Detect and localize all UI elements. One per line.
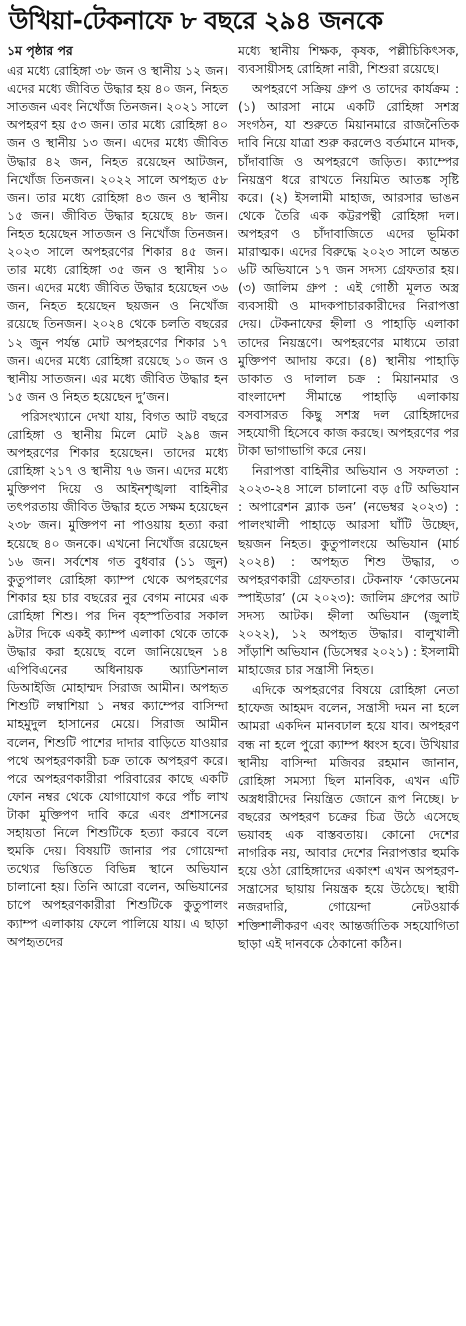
body-paragraph: অপহরণে সক্রিয় গ্রুপ ও তাদের কার্যক্রম : (১) আরসা নামে একটি রোহিঙ্গা সশস্ত্র সংগঠন, যা শুরুতে মিয়ানমারে রাজনৈতিক দাবি নিয়ে যাত্রা শুরু করলেও বর্তমানে মাদক, চাঁদাবাজি ও অপহরণে জড়িত। ক্যাম্পের নিয়ন্ত্রণ ধরে রাখতে নিয়মিত আতঙ্ক সৃষ্টি করে। (২) ইসলামী মাহাজ, আরসার ভাঙন থেকে তৈরি এক কট্টরপন্থী রোহিঙ্গা দল। অপহরণ ও চাঁদাবাজিতে এদের ভূমিকা মারাত্মক। এদের বিরুদ্ধে ২০২৩ সালে অন্তত ৬টি অভিযানে ১৭ জন সদস্য গ্রেফতার হয়। (৩) জালিম গ্রুপ : এই গোষ্ঠী মূলত অস্ত্র ব্যবসায়ী ও মাদকপাচারকারীদের নিরাপত্তা দেয়। টেকনাফের হ্নীলা ও পাহাড়ি এলাকা তাদের নিয়ন্ত্রণে। অপহরণের মাধ্যমে তারা মুক্তিপণ আদায় করে। (৪) স্থানীয় পাহাড়ি ডাকাত ও দালাল চক্র : মিয়ানমার ও বাংলাদেশ সীমান্তে পাহাড়ি এলাকায় বসবাসরত কিছু সশস্ত্র দল রোহিঙ্গাদের সহযোগী হিসেবে কাজ করছে। অপহরণের পর টাকা ভাগাভাগি করে নেয়।	[238, 81, 459, 459]
left-column	[7, 42, 228, 953]
article-headline: উখিয়া-টেকনাফে ৮ বছরে ২৯৪ জনকে	[9, 6, 383, 35]
body-paragraph: পরিসংখ্যানে দেখা যায়, বিগত আট বছরে রোহিঙ্গা ও স্থানীয় মিলে মোট ২৯৪ জন অপহরণের শিকার হয়েছেন। তাদের মধ্যে রোহিঙ্গা ২১৭ ও স্থানীয় ৭৬ জন। এদের মধ্যে মুক্তিপণ দিয়ে ও আইনশৃঙ্খলা বাহিনীর তৎপরতায় জীবিত উদ্ধার হতে সক্ষম হয়েছেন ২৩৮ জন। মুক্তিপণ না পাওয়ায় হত্যা করা হয়েছে ৪০ জনকে। এখনো নিখোঁজ রয়েছেন ১৬ জন। সর্বশেষ গত বুধবার (১১ জুন) কুতুপালং রোহিঙ্গা ক্যাম্প থেকে অপহরণের শিকার হয় চার বছরের নুর বেগম নামের এক রোহিঙ্গা শিশু। পর দিন বৃহস্পতিবার সকাল ৯টার দিকে একই ক্যাম্প এলাকা থেকে তাকে উদ্ধার করা হয়েছে বলে জানিয়েছেন ১৪ এপিবিএনের অধিনায়ক অ্যাডিশনাল ডিআইজি মোহাম্মদ সিরাজ আমীন। অপহৃত শিশুটি লম্বাশিয়া ১ নম্বর ক্যাম্পের বাসিন্দা মাহমুদুল হাসানের মেয়ে। সিরাজ আমীন বলেন, শিশুটি পাশের দাদার বাড়িতে যাওয়ার পথে অপহরণকারী চক্র তাকে অপহরণ করে। পরে অপহরণকারীরা পরিবারের কাছে একটি ফোন নম্বর থেকে যোগাযোগ করে পাঁচ লাখ টাকা মুক্তিপণ দাবি করে এবং প্রশাসনের সহায়তা নিলে শিশুটিকে হত্যা করবে বলে হুমকি দেয়। বিষয়টি জানার পর গোয়েন্দা তথ্যের ভিত্তিতে বিভিন্ন স্থানে অভিযান চালানো হয়। তিনি আরো বলেন, অভিযানের চাপে অপহরণকারীরা শিশুটিকে কুতুপালং ক্যাম্প এলাকায় ফেলে পালিয়ে যায়। এ ছাড়া অপহৃতদের	[7, 408, 228, 949]
body-paragraph: এদিকে অপহরণের বিষয়ে রোহিঙ্গা নেতা হাফেজ আহমদ বলেন, সন্ত্রাসী দমন না হলে আমরা একদিন মানবঢাল হয়ে যাব। অপহরণ বন্ধ না হলে পুরো ক্যাম্প ধ্বংস হবে। উখিয়ার স্থানীয় বাসিন্দা মজিবর রহমান জানান, রোহিঙ্গা সমস্যা ছিল মানবিক, এখন এটি অস্ত্রধারীদের নিয়ন্ত্রিত জোনে রূপ নিচ্ছে। ৮ বছরের অপহরণ চক্রের চিত্র উঠে এসেছে ভয়াবহ এক বাস্তবতায়। কোনো দেশের নাগরিক নয়, আবার দেশের নিরাপত্তার হুমকি হয়ে ওঠা রোহিঙ্গাদের একাংশ এখন অপহরণ-সন্ত্রাসের ছায়ায় নিয়ন্ত্রক হয়ে উঠেছে। স্থায়ী নজরদারি, গোয়েন্দা নেটওয়ার্ক শক্তিশালীকরণ এবং আন্তর্জাতিক সহযোগিতা ছাড়া এই দানবকে ঠেকানো কঠিন।	[238, 682, 459, 951]
continued-from-label: ১ম পৃষ্ঠার পর	[7, 43, 73, 58]
continuation-paragraph	[7, 42, 228, 60]
right-column	[238, 42, 459, 953]
body-paragraph: এর মধ্যে রোহিঙ্গা ৩৮ জন ও স্থানীয় ১২ জন। এদের মধ্যে জীবিত উদ্ধার হয় ৪০ জন, নিহত সাতজন এবং নিখোঁজ তিনজন। ২০২১ সালে অপহরণ হয় ৫৩ জন। তার মধ্যে রোহিঙ্গা ৪০ জন ও স্থানীয় ১৩ জন। এদের মধ্যে জীবিত উদ্ধার ৪২ জন, নিহত রয়েছেন আটজন, নিখোঁজ তিনজন। ২০২২ সালে অপহৃত ৫৮ জন। তার মধ্যে রোহিঙ্গা ৪৩ জন ও স্থানীয় ১৫ জন। জীবিত উদ্ধার হয়েছে ৪৮ জন। নিহত হয়েছেন সাতজন ও নিখোঁজ তিনজন। ২০২৩ সালে অপহরণের শিকার ৪৫ জন। তার মধ্যে রোহিঙ্গা ৩৫ জন ও স্থানীয় ১০ জন। এদের মধ্যে জীবিত উদ্ধার হয়েছেন ৩৬ জন, নিহত হয়েছেন ছয়জন ও নিখোঁজ রয়েছে তিনজন। ২০২৪ থেকে চলতি বছরের ১২ জুন পর্যন্ত মোট অপহরণের শিকার ১৭ জন। এদের মধ্যে রোহিঙ্গা রয়েছে ১০ জন ও স্থানীয় সাতজন। এর মধ্যে জীবিত উদ্ধার হন ১৫ জন ও নিহত হয়েছেন দু’জন।	[7, 63, 228, 404]
body-paragraph: নিরাপত্তা বাহিনীর অভিযান ও সফলতা : ২০২৩-২৪ সালে চালানো বড় ৫টি অভিযান : অপারেশন ব্ল্যাক ডন’ (নভেম্বর ২০২৩) : পালংখালী পাহাড়ে আরসা ঘাঁটি উচ্ছেদ, ছয়জন নিহত। কুতুপালংয়ে অভিযান (মার্চ ২০২৪) : অপহৃত শিশু উদ্ধার, ৩ অপহরণকারী গ্রেফতার। টেকনাফ ‘কোডনেম স্পাইডার’ (মে ২০২৩): জালিম গ্রুপের আট সদস্য আটক। হ্নীলা অভিযান (জুলাই ২০২২), ১২ অপহৃত উদ্ধার। বালুখালী সাঁড়াশি অভিযান (ডিসেম্বর ২০২১) : ইসলামী মাহাজের চার সন্ত্রাসী নিহত।	[238, 463, 459, 678]
article-body	[7, 42, 459, 953]
body-paragraph: মধ্যে স্থানীয় শিক্ষক, কৃষক, পল্লীচিকিৎসক, ব্যবসায়ীসহ রোহিঙ্গা নারী, শিশুরা রয়েছে।	[238, 43, 459, 77]
